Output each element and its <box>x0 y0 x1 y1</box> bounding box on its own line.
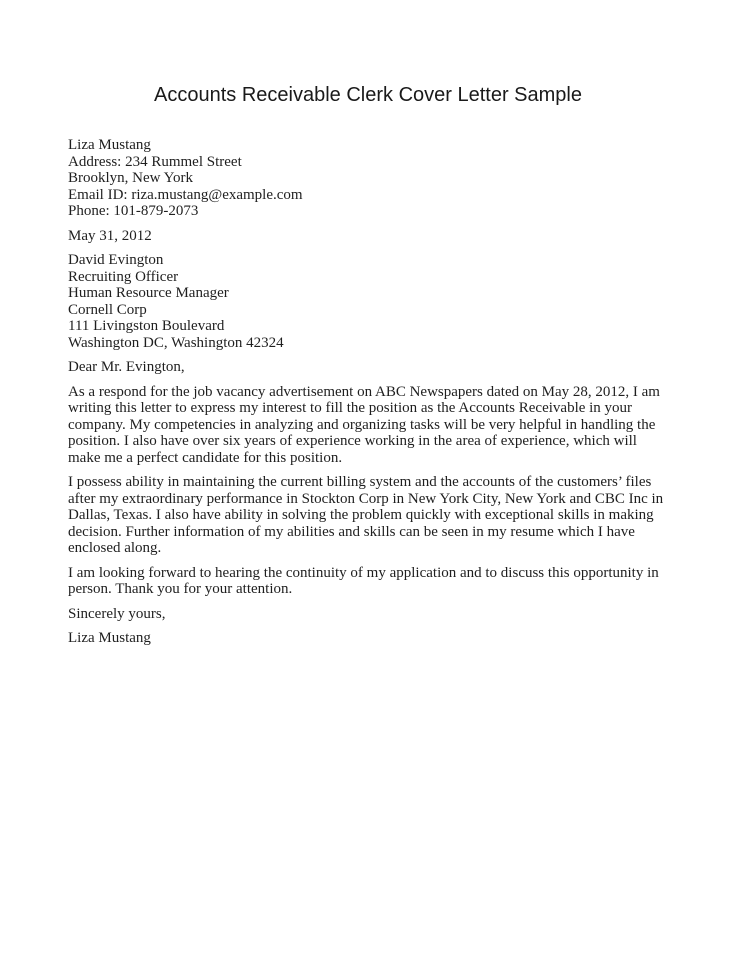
recipient-block <box>68 252 668 351</box>
sender-email: Email ID: riza.mustang@example.com <box>68 186 303 203</box>
sender-phone: Phone: 101-879-2073 <box>68 203 199 219</box>
recipient-company: Cornell Corp <box>68 301 147 318</box>
recipient-role: Recruiting Officer <box>68 268 179 285</box>
signature: Liza Mustang <box>68 630 151 646</box>
signature-block <box>68 630 668 647</box>
recipient-dept: Human Resource Manager <box>68 285 229 301</box>
body-paragraph-2: I possess ability in maintaining the current billing system and the accounts of the customers’ files after my extraordinary performance in Stockton Corp in New York City, New York and CBC Inc in Dallas, Texas. I also have ability in solving the problem quickly with exceptional skills in making decision. Further information of my abilities and skills can be seen in my resume which I have enclosed along. <box>68 474 664 556</box>
sender-block <box>68 137 668 220</box>
salutation: Dear Mr. Evington, <box>68 359 185 375</box>
salutation-block <box>68 359 668 376</box>
sender-city: Brooklyn, New York <box>68 170 194 186</box>
closing-block <box>68 606 668 623</box>
closing: Sincerely yours, <box>68 605 166 622</box>
body-paragraph-3: I am looking forward to hearing the continuity of my application and to discuss this opportunity in person. Thank you for your attention. <box>68 564 659 597</box>
recipient-name: David Evington <box>68 252 164 268</box>
body-paragraph-1: As a respond for the job vacancy advertisement on ABC Newspapers dated on May 28, 2012, I am writing this letter to express my interest to fill the position as the Accounts Receivable in your company. My competencies in analyzing and organizing tasks will be very helpful in handling the position. I also have over six years of experience working in the area of experience, which will make me a perfect candidate for this position. <box>68 383 660 466</box>
sender-name: Liza Mustang <box>68 137 151 153</box>
letter-date: May 31, 2012 <box>68 227 152 244</box>
letter-title: Accounts Receivable Clerk Cover Letter Sample <box>154 84 582 106</box>
letter-body <box>68 137 668 647</box>
recipient-street: 111 Livingston Boulevard <box>68 318 225 334</box>
sender-address: Address: 234 Rummel Street <box>68 153 242 170</box>
date-block <box>68 228 668 245</box>
recipient-city-zip: Washington DC, Washington 42324 <box>68 334 284 351</box>
